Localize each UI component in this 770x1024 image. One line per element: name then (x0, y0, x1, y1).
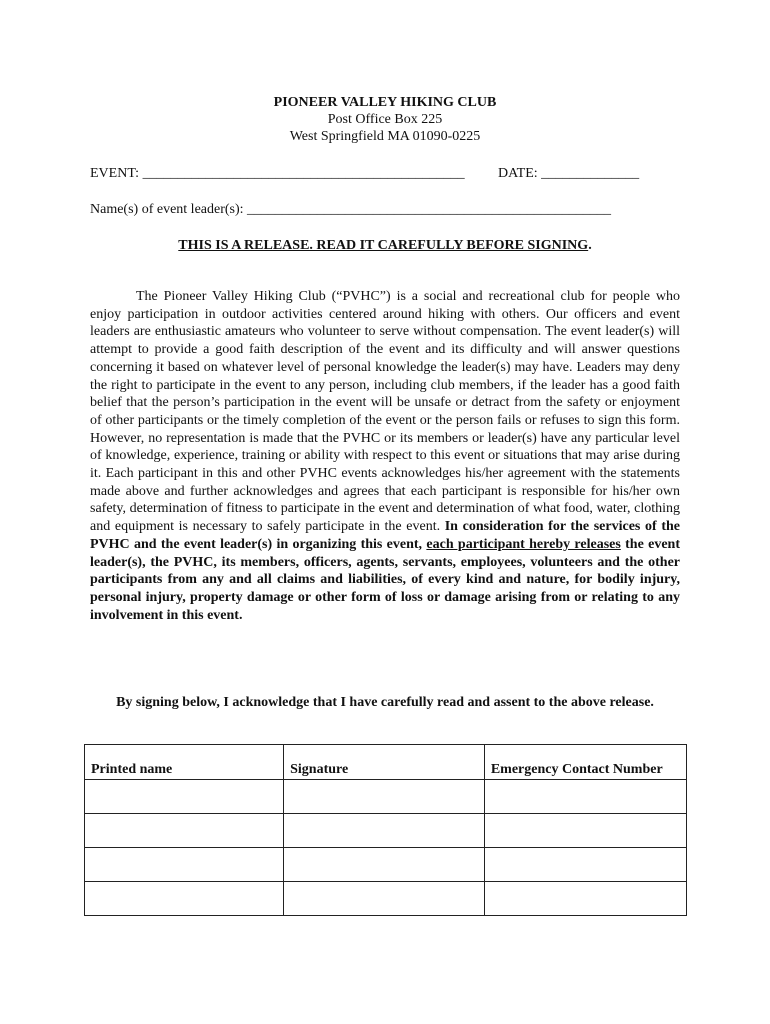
printed-name-cell[interactable] (85, 814, 284, 848)
release-text-bold-2: the event leader(s), the PVHC, its members, officers, agents, servants, employees, volunteers and the other participants from any and all claims and liabilities, of every kind and nature, for bodily injury, personal injury, property damage or other form of loss or damage arising from or relating to any involvement in this event. (90, 536, 680, 623)
acknowledgement-statement: By signing below, I acknowledge that I have carefully read and assent to the above release. (116, 695, 654, 710)
signature-cell[interactable] (284, 780, 485, 814)
release-heading (0, 237, 770, 254)
table-row (85, 848, 687, 882)
printed-name-cell[interactable] (85, 848, 284, 882)
release-text-plain: The Pioneer Valley Hiking Club (“PVHC”) is a social and recreational club for people who enjoy participation in outdoor activities centered around hiking with others. Our officers and event leaders are enthusiastic amateurs who volunteer to serve without compensation. The event leader(s) will attempt to provide a good faith description of the event and its difficulty and will answer questions concerning it based on whatever level of personal knowledge the leader(s) may have. Leaders may deny the right to participate in the event to any person, including club members, if the leader has a good faith belief that the person’s participation in the event will be unsafe or detract from the safety or enjoyment of other participants or the timely completion of the event or the person fails or refuses to sign this form. However, no representation is made that the PVHC or its members or leader(s) have any particular level of knowledge, experience, training or ability with respect to this event or situations that may arise during it. Each participant in this and other PVHC events acknowledges his/her agreement with the statements made above and further acknowledges and agrees that each participant is responsible for his/her own safety, determination of fitness to participate in the event and determination of what food, water, clothing and equipment is necessary to safely participate in the event. (90, 289, 680, 535)
header-signature: Signature (284, 745, 485, 780)
signature-cell[interactable] (284, 882, 485, 916)
date-field[interactable]: DATE: ______________ (498, 166, 640, 181)
table-row (85, 882, 687, 916)
header-printed-name: Printed name (85, 745, 284, 780)
signature-cell[interactable] (284, 814, 485, 848)
header-emergency-contact: Emergency Contact Number (484, 745, 686, 780)
table-row (85, 814, 687, 848)
signature-table (84, 744, 687, 916)
letterhead (0, 94, 770, 145)
emergency-contact-cell[interactable] (484, 848, 686, 882)
org-name: PIONEER VALLEY HIKING CLUB (273, 95, 497, 110)
printed-name-cell[interactable] (85, 882, 284, 916)
event-leaders-field[interactable]: Name(s) of event leader(s): ____________________________________________________ (90, 202, 612, 217)
address-line-1: Post Office Box 225 (327, 112, 443, 127)
signature-cell[interactable] (284, 848, 485, 882)
release-heading-period: . (588, 238, 592, 253)
release-heading-text: THIS IS A RELEASE. READ IT CAREFULLY BEFORE SIGNING (178, 238, 589, 253)
emergency-contact-cell[interactable] (484, 882, 686, 916)
table-header-row (85, 745, 687, 780)
release-text-bold-underlined: each participant hereby releases (426, 536, 621, 552)
release-text-bold-1: In consideration for the services of the PVHC and the event leader(s) in organizing this event, (90, 519, 680, 552)
release-paragraph (90, 288, 680, 624)
emergency-contact-cell[interactable] (484, 780, 686, 814)
emergency-contact-cell[interactable] (484, 814, 686, 848)
event-field[interactable]: EVENT: ______________________________________________ (90, 166, 465, 181)
printed-name-cell[interactable] (85, 780, 284, 814)
address-line-2: West Springfield MA 01090-0225 (289, 129, 481, 144)
table-row (85, 780, 687, 814)
